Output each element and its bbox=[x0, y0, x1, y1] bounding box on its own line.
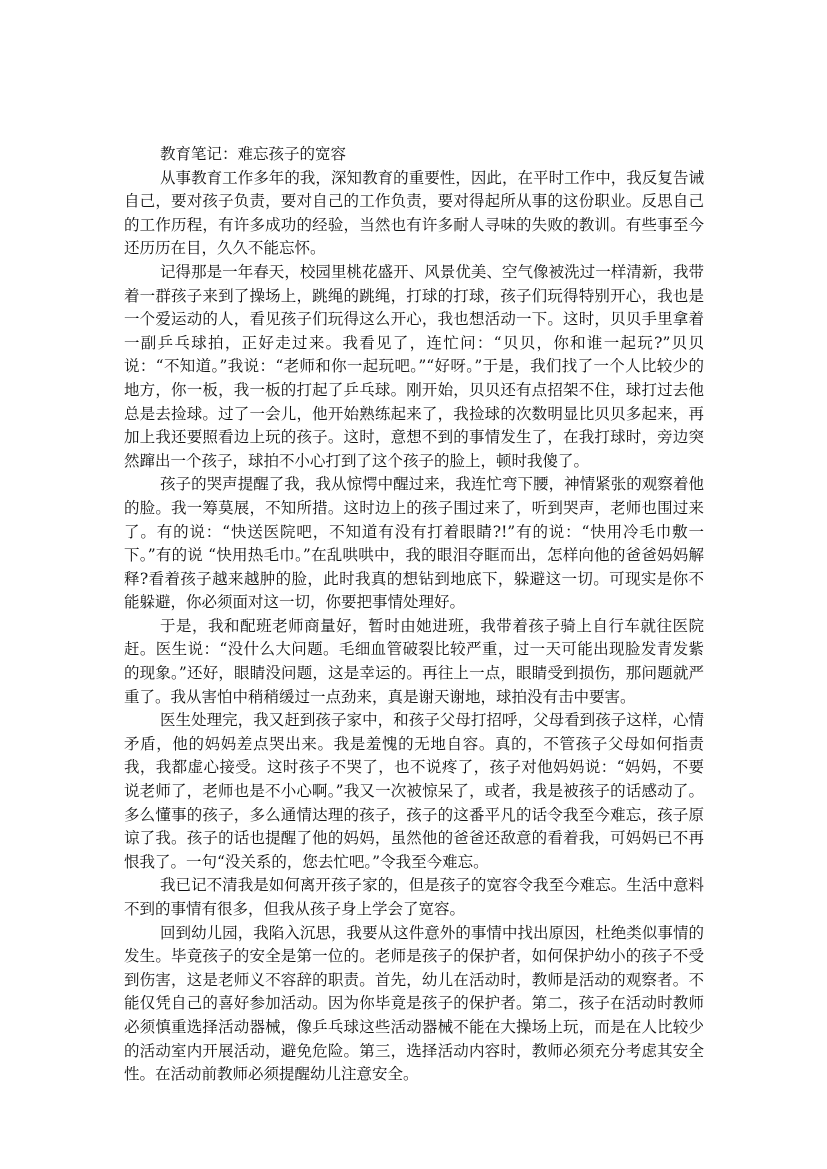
document-page bbox=[124, 143, 704, 1087]
paragraph-reflection: 回到幼儿园，我陷入沉思，我要从这件意外的事情中找出原因，杜绝类似事情的发生。毕竟孩子的安全是第一位的。老师是孩子的保护者，如何保护幼小的孩子不受到伤害，这是老师义不容辞的职责。首先，幼儿在活动时，教师是活动的观察者。不能仅凭自己的喜好参加活动。因为你毕竟是孩子的保护者。第二，孩子在活动时教师必须慎重选择活动器械，像乒乓球这些活动器械不能在大操场上玩，而是在人比较少的活动室内开展活动，避免危险。第三，选择活动内容时，教师必须充分考虑其安全性。在活动前教师必须提醒幼儿注意安全。 bbox=[124, 923, 704, 1084]
paragraph-intro: 从事教育工作多年的我，深知教育的重要性，因此，在平时工作中，我反复告诫自己，要对孩子负责，要对自己的工作负责，要对得起所从事的这份职业。反思自己的工作历程，有许多成功的经验，当然也有许多耐人寻味的失败的教训。有些事至今还历历在目，久久不能忘怀。 bbox=[124, 168, 704, 258]
paragraph-home-visit: 医生处理完，我又赶到孩子家中，和孩子父母打招呼，父母看到孩子这样，心情矛盾，他的妈妈差点哭出来。我是羞愧的无地自容。真的，不管孩子父母如何指责我，我都虚心接受。这时孩子不哭了，也不说疼了，孩子对他妈妈说：“妈妈，不要说老师了，老师也是不小心啊。”我又一次被惊呆了，或者，我是被孩子的话感动了。多么懂事的孩子，多么通情达理的孩子，孩子的这番平凡的话令我至今难忘，孩子原谅了我。孩子的话也提醒了他的妈妈，虽然他的爸爸还敌意的看着我，可妈妈已不再恨我了。一句“没关系的，您去忙吧。”令我至今难忘。 bbox=[124, 711, 704, 871]
paragraph-hospital: 于是，我和配班老师商量好，暂时由她进班，我带着孩子骑上自行车就往医院赶。医生说：“没什么大问题。毛细血管破裂比较严重，过一天可能出现脸发青发紫的现象。”还好，眼睛没问题，这是幸运的。再往上一点，眼睛受到损伤，那问题就严重了。我从害怕中稍稍缓过一点劲来，真是谢天谢地，球拍没有击中要害。 bbox=[124, 616, 704, 706]
document-title: 教育笔记：难忘孩子的宽容 bbox=[160, 145, 347, 163]
paragraph-forgiveness: 我已记不清我是如何离开孩子家的，但是孩子的宽容令我至今难忘。生活中意料不到的事情有很多，但我从孩子身上学会了宽容。 bbox=[124, 876, 704, 918]
paragraph-crying: 孩子的哭声提醒了我，我从惊愕中醒过来，我连忙弯下腰，神情紧张的观察着他的脸。我一筹莫展，不知所措。这时边上的孩子围过来了，听到哭声，老师也围过来了。有的说：“快送医院吧，不知道有没有打着眼睛?!”有的说：“快用冷毛巾敷一下。”有的说 “快用热毛巾。”在乱哄哄中，我的眼泪夺眶而出，怎样向他的爸爸妈妈解释?看着孩子越来越肿的脸，此时我真的想钻到地底下，躲避这一切。可现实是你不能躲避，你必须面对这一切，你要把事情处理好。 bbox=[124, 475, 704, 612]
paragraph-spring-incident: 记得那是一年春天，校园里桃花盛开、风景优美、空气像被洗过一样清新，我带着一群孩子来到了操场上，跳绳的跳绳，打球的打球，孩子们玩得特别开心，我也是一个爱运动的人，看见孩子们玩得这么开心，我也想活动一下。这时，贝贝手里拿着一副乒乓球拍，正好走过来。我看见了，连忙问：“贝贝，你和谁一起玩?”贝贝说：“不知道。”我说：“老师和你一起玩吧。”“好呀。”于是，我们找了一个人比较少的地方，你一板，我一板的打起了乒乓球。刚开始，贝贝还有点招架不住，球打过去他总是去捡球。过了一会儿，他开始熟练起来了，我捡球的次数明显比贝贝多起来，再加上我还要照看边上玩的孩子。这时，意想不到的事情发生了，在我打球时，旁边突然蹿出一个孩子，球拍不小心打到了这个孩子的脸上，顿时我傻了。 bbox=[124, 262, 704, 470]
